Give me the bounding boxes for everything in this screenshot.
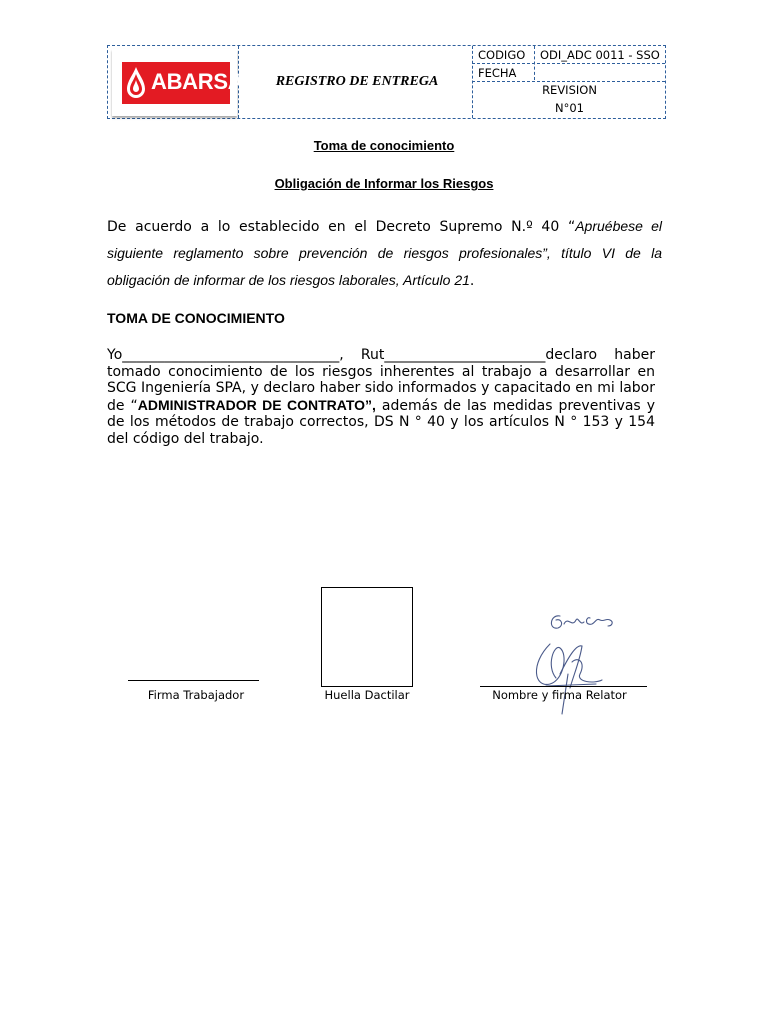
decree-text: De acuerdo a lo establecido en el Decreto Supremo N.º 40 “ bbox=[107, 219, 576, 235]
decree-paragraph bbox=[107, 213, 662, 294]
toma-heading: TOMA DE CONOCIMIENTO bbox=[107, 310, 285, 326]
document-header bbox=[107, 45, 666, 119]
worker-signature-label: Firma Trabajador bbox=[147, 688, 245, 702]
role-name: ADMINISTRADOR DE CONTRATO”, bbox=[137, 396, 376, 413]
revision-label: REVISION bbox=[542, 83, 597, 97]
relator-signature-line bbox=[480, 686, 647, 687]
relator-signature-label: Nombre y firma Relator bbox=[492, 688, 627, 702]
fingerprint-box bbox=[321, 587, 413, 687]
declaration-text: Yo_______________________________, Rut_______________________declaro haber tomado conocimiento de los riesgos inherentes al trabajo a desarrollar en SCG Ingeniería SPA, y declaro haber sido informados y capacitado en mi labor de “ bbox=[107, 347, 655, 414]
revision-value: N°01 bbox=[555, 101, 584, 115]
codigo-label: CODIGO bbox=[478, 48, 526, 62]
document-title: REGISTRO DE ENTREGA bbox=[275, 74, 439, 89]
section-title: Toma de conocimiento bbox=[313, 138, 455, 153]
decree-end: . bbox=[469, 273, 475, 289]
flame-drop-icon bbox=[125, 66, 147, 100]
fingerprint-label: Huella Dactilar bbox=[324, 688, 410, 702]
logo-text: ABARSAL bbox=[151, 69, 257, 94]
section-subtitle: Obligación de Informar los Riesgos bbox=[274, 176, 494, 191]
declaration-text-end: además de las medidas preventivas y de los métodos de trabajo correctos, DS N ° 40 y los artículos N ° 153 y 154 del código del trabajo. bbox=[107, 397, 655, 447]
company-logo bbox=[112, 49, 257, 116]
worker-signature-line bbox=[128, 680, 259, 681]
declaration-paragraph bbox=[107, 347, 655, 447]
codigo-value: ODI_ADC 0011 - SSO bbox=[540, 48, 660, 62]
fecha-label: FECHA bbox=[478, 66, 517, 80]
decree-italic-text: Apruébese el siguiente reglamento sobre prevención de riesgos profesionales”, título VI de la obligación de informar de los riesgos laborales, Artículo 21 bbox=[107, 218, 662, 288]
